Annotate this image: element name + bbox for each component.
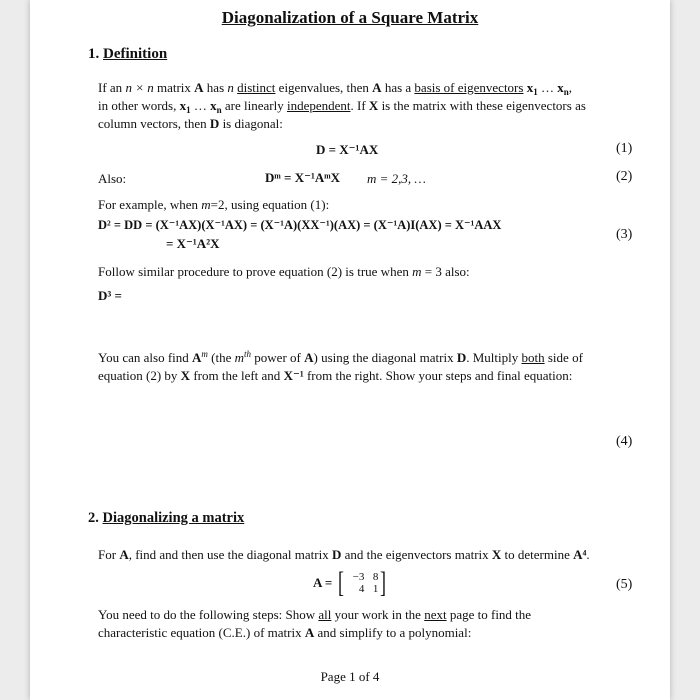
definition-line-2: in other words, $x_1$ … $x_n$ are linearly independent. If X is the matrix with these eigenvectors as — [98, 98, 586, 115]
equation-2-range: m = 2,3, … — [367, 171, 426, 186]
matrix-cell: 8 — [372, 571, 379, 583]
document-page — [30, 0, 670, 700]
matrix-cell: −3 — [352, 571, 365, 583]
for-a-line: For A, find and then use the diagonal matrix D and the eigenvectors matrix X to determine A⁴. — [98, 547, 590, 562]
matrix-cell: 4 — [358, 583, 365, 595]
equation-1-number: (1) — [616, 141, 633, 156]
follow-line: Follow similar procedure to prove equation (2) is true when m = 3 also: — [98, 264, 470, 279]
section-1-number: 1. — [88, 46, 100, 62]
find-am-line-2: equation (2) by X from the left and X⁻¹ from the right. Show your steps and final equation: — [98, 368, 573, 383]
also-label: Also: — [98, 171, 127, 186]
example-line: For example, when m=2, using equation (1): — [98, 197, 330, 212]
matrix-right-bracket: ] — [380, 566, 387, 599]
equation-4-number: (4) — [616, 434, 633, 449]
section-1-title: Definition — [103, 46, 168, 62]
page-footer: Page 1 of 4 — [320, 669, 380, 684]
matrix-a-equation — [313, 566, 388, 599]
page-title: Diagonalization of a Square Matrix — [221, 8, 479, 27]
definition-line-3: column vectors, then D is diagonal: — [98, 116, 283, 131]
matrix-a-label: A = — [313, 575, 333, 590]
matrix-a — [336, 566, 388, 599]
equation-3-line-1: D² = DD = (X⁻¹AX)(X⁻¹AX) = (X⁻¹A)(XX⁻¹)(AX) = (X⁻¹A)I(AX) = X⁻¹AAX — [98, 218, 502, 232]
steps-line-2: characteristic equation (C.E.) of matrix A and simplify to a polynomial: — [98, 625, 472, 640]
equation-3-line-2: = X⁻¹A²X — [166, 236, 220, 251]
d-cubed-answer-start: D³ = — [98, 288, 122, 303]
definition-line-1: If an n × n matrix A has n distinct eigenvalues, then A has a basis of eigenvectors $x_1$ … $x_n$, — [98, 80, 572, 97]
section-2-title: Diagonalizing a matrix — [102, 510, 245, 526]
section-1-heading — [88, 46, 167, 63]
find-am-line-1: You can also find $A^m$ (the $m^{th}$ power of A) using the diagonal matrix D. Multiply both side of — [98, 349, 583, 365]
matrix-left-bracket: [ — [338, 566, 345, 599]
section-2-heading — [88, 510, 244, 527]
equation-1: D = X⁻¹AX — [316, 142, 379, 157]
equation-2-number: (2) — [616, 169, 633, 184]
equation-3-number: (3) — [616, 227, 633, 242]
matrix-cell: 1 — [372, 583, 379, 595]
section-2-number: 2. — [88, 510, 99, 526]
equation-2: Dᵐ = X⁻¹AᵐX — [265, 170, 341, 185]
steps-line-1: You need to do the following steps: Show all your work in the next page to find the — [98, 607, 532, 622]
equation-5-number: (5) — [616, 577, 633, 592]
